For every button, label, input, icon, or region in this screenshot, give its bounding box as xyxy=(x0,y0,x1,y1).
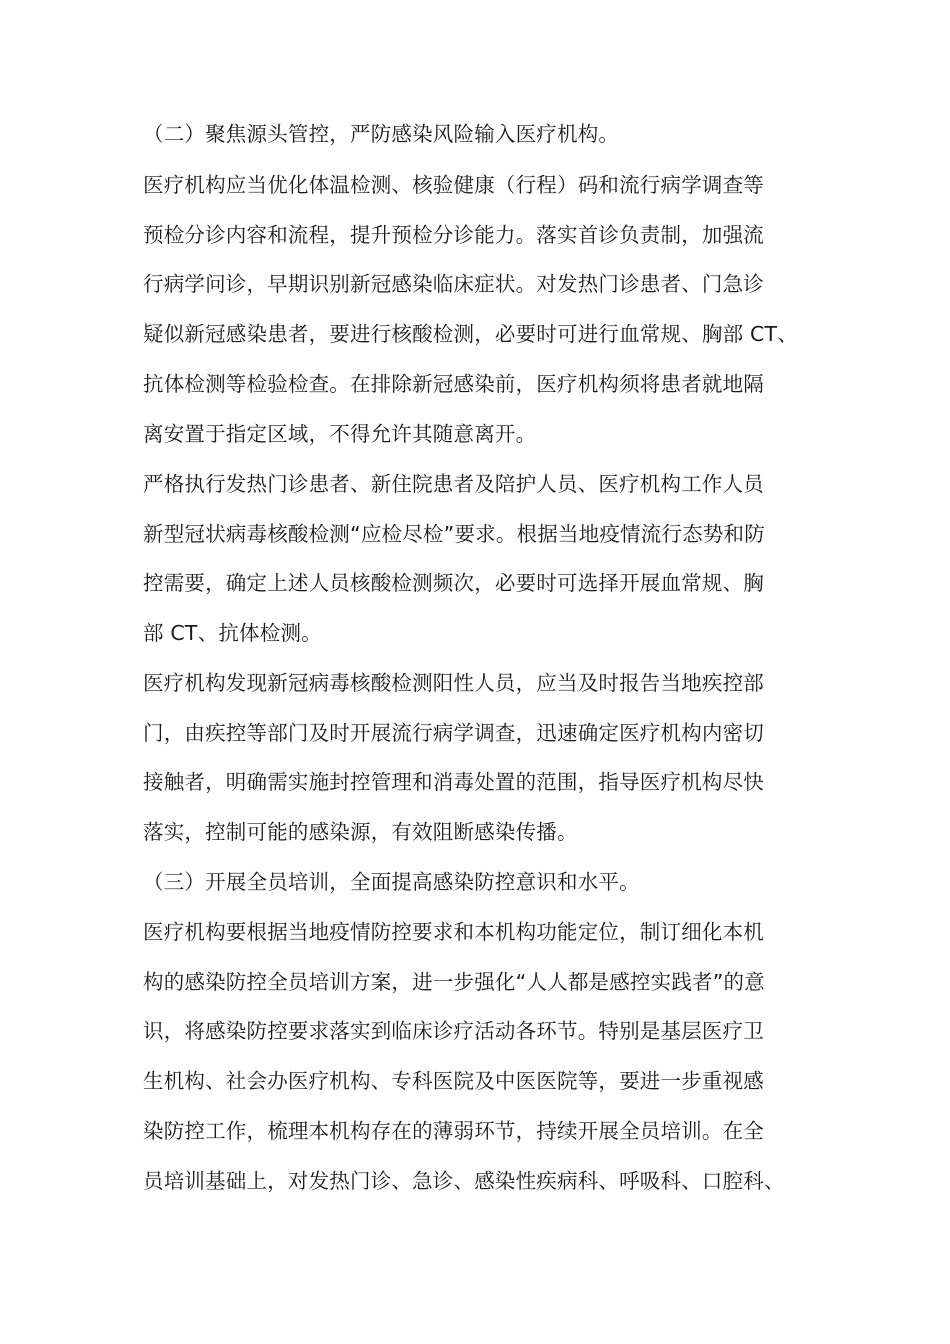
text-line: 落实，控制可能的感染源，有效阻断感染传播。 xyxy=(143,820,578,844)
text-line: 生机构、社会办医疗机构、专科医院及中医医院等，要进一步重视感 xyxy=(143,1069,764,1093)
text-line: 员培训基础上，对发热门诊、急诊、感染性疾病科、呼吸科、口腔科、 xyxy=(143,1169,785,1193)
text-line: 疑似新冠感染患者，要进行核酸检测，必要时可进行血常规、胸部 CT、 xyxy=(143,322,798,346)
text-line: 医疗机构要根据当地疫情防控要求和本机构功能定位，制订细化本机 xyxy=(143,920,764,944)
text-line: 医疗机构发现新冠病毒核酸检测阳性人员，应当及时报告当地疾控部 xyxy=(143,671,764,695)
text-line: 部 CT、抗体检测。 xyxy=(143,621,322,645)
text-line: 离安置于指定区域，不得允许其随意离开。 xyxy=(143,422,537,446)
text-line: 染防控工作，梳理本机构存在的薄弱环节，持续开展全员培训。在全 xyxy=(143,1119,764,1143)
text-line: 控需要，确定上述人员核酸检测频次，必要时可选择开展血常规、胸 xyxy=(143,571,764,595)
section-heading-3: （三）开展全员培训，全面提高感染防控意识和水平。 xyxy=(143,870,640,894)
text-line: 抗体检测等检验检查。在排除新冠感染前，医疗机构须将患者就地隔 xyxy=(143,372,764,396)
text-line: 行病学问诊，早期识别新冠感染临床症状。对发热门诊患者、门急诊 xyxy=(143,272,764,296)
text-line: 医疗机构应当优化体温检测、核验健康（行程）码和流行病学调查等 xyxy=(143,173,764,197)
text-line: 严格执行发热门诊患者、新住院患者及陪护人员、医疗机构工作人员 xyxy=(143,472,764,496)
text-line: 新型冠状病毒核酸检测“应检尽检”要求。根据当地疫情流行态势和防 xyxy=(143,522,765,546)
text-line: 门，由疾控等部门及时开展流行病学调查，迅速确定医疗机构内密切 xyxy=(143,721,764,745)
section-heading-2: （二）聚焦源头管控，严防感染风险输入医疗机构。 xyxy=(143,122,620,146)
text-line: 接触者，明确需实施封控管理和消毒处置的范围，指导医疗机构尽快 xyxy=(143,770,764,794)
text-line: 构的感染防控全员培训方案，进一步强化“人人都是感控实践者”的意 xyxy=(143,970,765,994)
text-line: 识，将感染防控要求落实到临床诊疗活动各环节。特别是基层医疗卫 xyxy=(143,1019,764,1043)
text-line: 预检分诊内容和流程，提升预检分诊能力。落实首诊负责制，加强流 xyxy=(143,223,764,247)
